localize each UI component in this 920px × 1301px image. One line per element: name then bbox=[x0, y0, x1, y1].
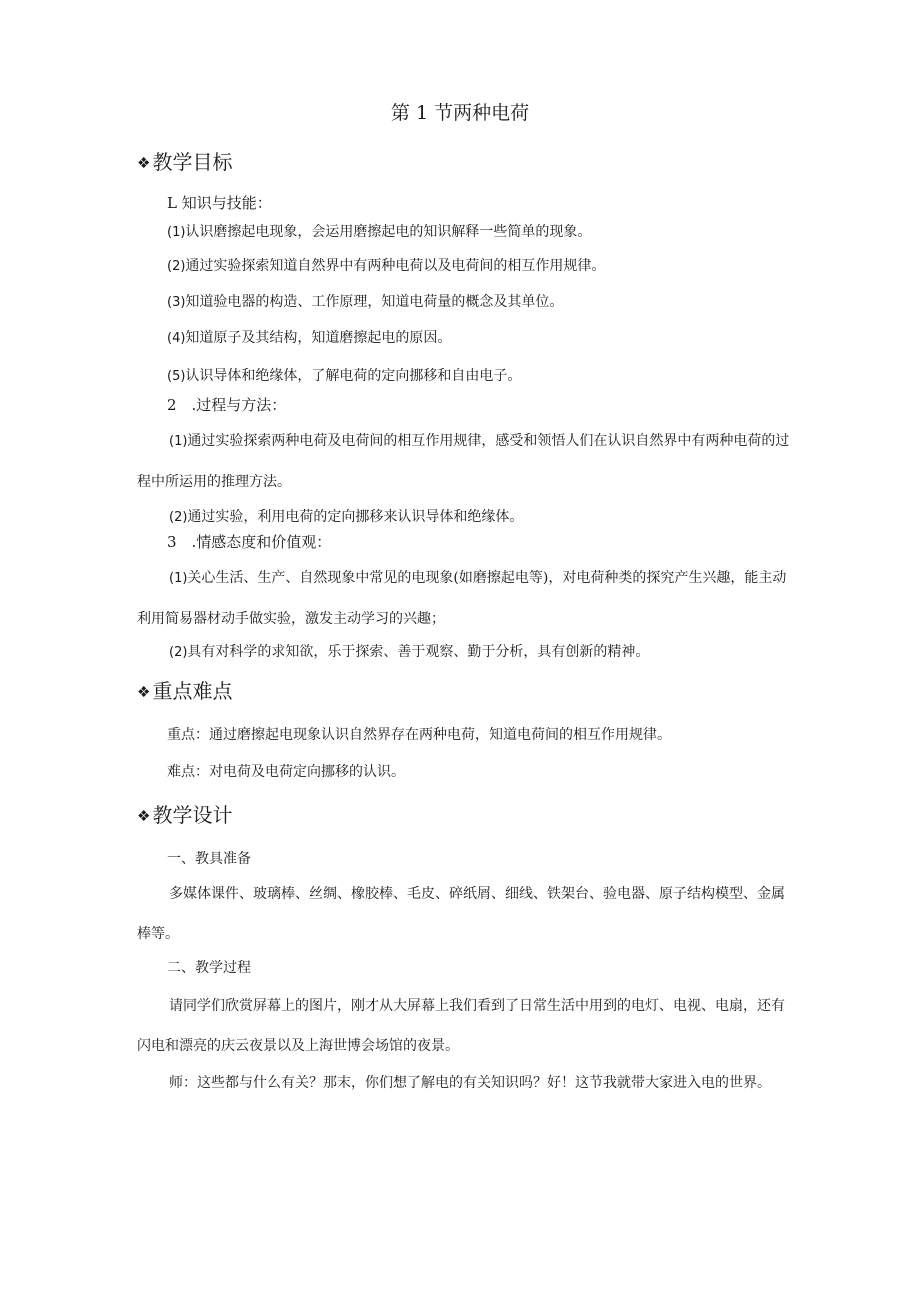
diamond-bullet-icon: ❖ bbox=[137, 807, 151, 825]
teaching-process-text: 请同学们欣赏屏幕上的图片，刚才从大屏幕上我们看到了日常生活中用到的电灯、电视、电扇，还有闪电和漂亮的庆云夜景以及上海世博会场馆的夜景。 bbox=[137, 998, 785, 1054]
section-heading-design bbox=[137, 801, 232, 830]
process-heading: 2 .过程与方法： bbox=[167, 396, 287, 414]
knowledge-item: (1)认识磨擦起电现象，会运用磨擦起电的知识解释一些简单的现象。 bbox=[167, 224, 592, 240]
teacher-dialogue-text: 师：这些都与什么有关？那末，你们想了解电的有关知识吗？好！这节我就带大家进入电的世界。 bbox=[169, 1075, 771, 1091]
tools-heading: 一、教具准备 bbox=[167, 851, 251, 867]
process-item: (1)通过实验探索两种电荷及电荷间的相互作用规律，感受和领悟人们在认识自然界中有两种电荷的过程中所运用的推理方法。 bbox=[137, 433, 790, 490]
section-heading-keypoints bbox=[137, 677, 232, 706]
knowledge-item: (5)认识导体和绝缘体，了解电荷的定向挪移和自由电子。 bbox=[167, 368, 522, 384]
difficulty-text: 难点：对电荷及电荷定向挪移的认识。 bbox=[167, 764, 405, 780]
attitude-item: (2)具有对科学的求知欲，乐于探索、善于观察、勤于分析，具有创新的精神。 bbox=[169, 644, 650, 660]
knowledge-item: (2)通过实验探索知道自然界中有两种电荷以及电荷间的相互作用规律。 bbox=[167, 258, 606, 274]
teaching-process-heading: 二、教学过程 bbox=[167, 960, 251, 976]
knowledge-item: (4)知道原子及其结构，知道磨擦起电的原因。 bbox=[167, 330, 452, 346]
knowledge-heading: L 知识与技能： bbox=[167, 194, 272, 212]
process-item: (2)通过实验，利用电荷的定向挪移来认识导体和绝缘体。 bbox=[169, 509, 524, 525]
section-title: 教学目标 bbox=[152, 150, 233, 174]
section-heading-objectives bbox=[137, 148, 232, 177]
section-title: 重点难点 bbox=[152, 679, 233, 703]
section-title: 教学设计 bbox=[152, 803, 233, 827]
tools-text: 多媒体课件、玻璃棒、丝绸、橡胶棒、毛皮、碎纸屑、细线、铁架台、验电器、原子结构模型、金属棒等。 bbox=[137, 886, 785, 942]
diamond-bullet-icon: ❖ bbox=[137, 683, 151, 701]
attitude-heading: 3 .情感态度和价值观： bbox=[167, 533, 332, 551]
knowledge-item: (3)知道验电器的构造、工作原理，知道电荷量的概念及其单位。 bbox=[167, 294, 564, 310]
diamond-bullet-icon: ❖ bbox=[137, 154, 151, 172]
focus-text: 重点：通过磨擦起电现象认识自然界存在两种电荷，知道电荷间的相互作用规律。 bbox=[167, 727, 671, 743]
attitude-item: (1)关心生活、生产、自然现象中常见的电现象(如磨擦起电等)，对电荷种类的探究产生兴趣，能主动利用简易器材动手做实验，激发主动学习的兴趣； bbox=[137, 570, 787, 627]
page-title: 第 1 节两种电荷 bbox=[390, 102, 530, 124]
